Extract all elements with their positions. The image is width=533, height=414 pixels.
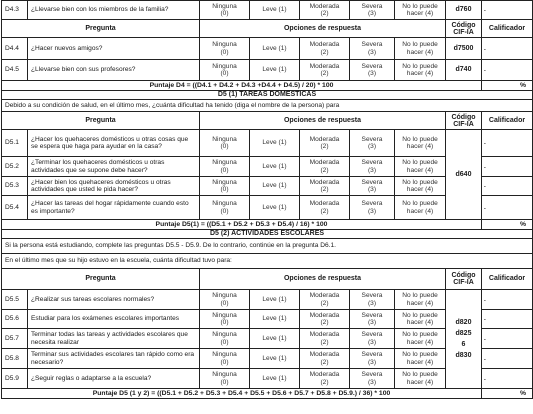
rater-field[interactable]: . <box>482 38 533 60</box>
option-moderate[interactable]: Moderada (2) <box>300 38 350 60</box>
question-text: Terminar todas las tareas y actividades escolares que necesita realizar <box>28 329 200 349</box>
option-none[interactable]: Ninguna (0) <box>200 60 250 81</box>
option-severe[interactable]: Severa (3) <box>350 157 395 177</box>
rater-field[interactable]: . <box>482 130 533 157</box>
option-cannot[interactable]: No lo puede hacer (4) <box>395 130 446 157</box>
header-options: Opciones de respuesta <box>200 269 446 290</box>
table-row <box>2 130 533 157</box>
rater-field[interactable]: . <box>482 157 533 177</box>
cif-codes <box>446 290 482 389</box>
question-text: ¿Realizar sus tareas escolares normales? <box>28 290 200 310</box>
option-cannot[interactable]: No lo puede hacer (4) <box>395 157 446 177</box>
question-text: ¿Llevarse bien con sus profesores? <box>28 60 200 81</box>
question-number: D4.5 <box>2 60 28 81</box>
option-mild[interactable]: Leve (1) <box>250 1 300 20</box>
option-severe[interactable]: Severa (3) <box>350 290 395 310</box>
option-none[interactable]: Ninguna (0) <box>200 369 250 389</box>
option-cannot[interactable]: No lo puede hacer (4) <box>395 329 446 349</box>
option-moderate[interactable]: Moderada (2) <box>300 196 350 220</box>
table-row <box>2 60 533 81</box>
option-cannot[interactable]: No lo puede hacer (4) <box>395 1 446 20</box>
rater-field[interactable]: . <box>482 369 533 389</box>
option-cannot[interactable]: No lo puede hacer (4) <box>395 38 446 60</box>
cif-code: 6 <box>461 341 466 348</box>
option-none[interactable]: Ninguna (0) <box>200 130 250 157</box>
option-severe[interactable]: Severa (3) <box>350 130 395 157</box>
question-number: D5.7 <box>2 329 28 349</box>
question-number: D5.8 <box>2 349 28 369</box>
option-moderate[interactable]: Moderada (2) <box>300 369 350 389</box>
header-code: Código CIF-IA <box>446 112 482 130</box>
section-title: D5 (1) TAREAS DOMESTICAS <box>2 91 533 100</box>
header-question: Pregunta <box>2 269 200 290</box>
section-intro-row <box>2 100 533 112</box>
cif-code: d820 <box>455 319 472 326</box>
questionnaire-table <box>1 0 533 399</box>
score-row <box>2 81 533 91</box>
section-title-row <box>2 91 533 100</box>
option-severe[interactable]: Severa (3) <box>350 177 395 196</box>
option-severe[interactable]: Severa (3) <box>350 1 395 20</box>
option-severe[interactable]: Severa (3) <box>350 196 395 220</box>
header-question: Pregunta <box>2 20 200 38</box>
cif-code: d740 <box>446 60 482 81</box>
option-mild[interactable]: Leve (1) <box>250 60 300 81</box>
rater-field[interactable]: . <box>482 290 533 310</box>
option-mild[interactable]: Leve (1) <box>250 177 300 196</box>
option-cannot[interactable]: No lo puede hacer (4) <box>395 60 446 81</box>
section-intro: Debido a su condición de salud, en el último mes, ¿cuánta dificultad ha tenido (diga el nombre de la persona) para <box>2 100 533 112</box>
score-percent[interactable]: % <box>482 220 533 230</box>
question-number: D5.1 <box>2 130 28 157</box>
option-cannot[interactable]: No lo puede hacer (4) <box>395 349 446 369</box>
option-mild[interactable]: Leve (1) <box>250 130 300 157</box>
header-options: Opciones de respuesta <box>200 20 446 38</box>
question-text: ¿Terminar los quehaceres domésticos u otras actividades que se supone debe hacer? <box>28 157 200 177</box>
option-moderate[interactable]: Moderada (2) <box>300 329 350 349</box>
question-number: D5.6 <box>2 310 28 329</box>
header-rater: Calificador <box>482 269 533 290</box>
option-mild[interactable]: Leve (1) <box>250 157 300 177</box>
rater-field[interactable]: . <box>482 310 533 329</box>
question-text: ¿Hacer bien los quehaceres domésticos u otras actividades que usted le pida hacer? <box>28 177 200 196</box>
question-number: D5.9 <box>2 369 28 389</box>
header-code: Código CIF-IA <box>446 269 482 290</box>
question-number: D5.2 <box>2 157 28 177</box>
score-formula: Puntaje D5(1) = ((D5.1 + D5.2 + D5.3 + D5.4) / 16) * 100 <box>2 220 482 230</box>
score-row <box>2 220 533 230</box>
question-number: D5.3 <box>2 177 28 196</box>
option-none[interactable]: Ninguna (0) <box>200 157 250 177</box>
option-moderate[interactable]: Moderada (2) <box>300 1 350 20</box>
option-none[interactable]: Ninguna (0) <box>200 349 250 369</box>
question-number: D4.4 <box>2 38 28 60</box>
question-text: Terminar sus actividades escolares tan rápido como era necesario? <box>28 349 200 369</box>
section-title: D5 (2) ACTIVIDADES ESCOLARES <box>2 230 533 239</box>
table-header-row <box>2 112 533 130</box>
score-formula: Puntaje D5 (1 y 2) = ((D5.1 + D5.2 + D5.3 + D5.4 + D5.5 + D5.6 + D5.7 + D5.8 + D5.9.) / 36) * 100 <box>2 389 482 399</box>
option-none[interactable]: Ninguna (0) <box>200 1 250 20</box>
header-rater: Calificador <box>482 20 533 38</box>
rater-field[interactable]: . <box>482 329 533 349</box>
option-moderate[interactable]: Moderada (2) <box>300 310 350 329</box>
option-cannot[interactable]: No lo puede hacer (4) <box>395 290 446 310</box>
rater-field[interactable]: . <box>482 196 533 220</box>
option-severe[interactable]: Severa (3) <box>350 60 395 81</box>
option-mild[interactable]: Leve (1) <box>250 310 300 329</box>
option-cannot[interactable]: No lo puede hacer (4) <box>395 177 446 196</box>
table-row <box>2 290 533 310</box>
option-cannot[interactable]: No lo puede hacer (4) <box>395 369 446 389</box>
whodas-form-page <box>1 0 532 399</box>
option-none[interactable]: Ninguna (0) <box>200 38 250 60</box>
rater-field[interactable]: . <box>482 349 533 369</box>
question-text: ¿Hacer nuevos amigos? <box>28 38 200 60</box>
option-mild[interactable]: Leve (1) <box>250 329 300 349</box>
header-options: Opciones de respuesta <box>200 112 446 130</box>
option-moderate[interactable]: Moderada (2) <box>300 130 350 157</box>
option-severe[interactable]: Severa (3) <box>350 349 395 369</box>
option-severe[interactable]: Severa (3) <box>350 329 395 349</box>
question-text: ¿Seguir reglas o adaptarse a la escuela? <box>28 369 200 389</box>
cif-code: d7500 <box>446 38 482 60</box>
section-title-row <box>2 230 533 239</box>
cif-code: d640 <box>446 130 482 220</box>
option-mild[interactable]: Leve (1) <box>250 349 300 369</box>
rater-field[interactable]: . <box>482 1 533 20</box>
cif-code: d830 <box>455 352 472 359</box>
rater-field[interactable]: . <box>482 177 533 196</box>
table-row <box>2 1 533 20</box>
option-moderate[interactable]: Moderada (2) <box>300 60 350 81</box>
option-severe[interactable]: Severa (3) <box>350 369 395 389</box>
section-intro: En el último mes que su hijo estuvo en la escuela, cuánta dificultad tuvo para: <box>2 254 533 269</box>
option-none[interactable]: Ninguna (0) <box>200 196 250 220</box>
option-cannot[interactable]: No lo puede hacer (4) <box>395 196 446 220</box>
cif-code: d760 <box>446 1 482 20</box>
option-severe[interactable]: Severa (3) <box>350 310 395 329</box>
rater-field[interactable]: . <box>482 60 533 81</box>
question-number: D5.5 <box>2 290 28 310</box>
question-text: ¿Llevarse bien con los miembros de la familia? <box>28 1 200 20</box>
section-intro-row <box>2 239 533 254</box>
header-question: Pregunta <box>2 112 200 130</box>
option-mild[interactable]: Leve (1) <box>250 38 300 60</box>
header-rater: Calificador <box>482 112 533 130</box>
option-mild[interactable]: Leve (1) <box>250 369 300 389</box>
option-none[interactable]: Ninguna (0) <box>200 177 250 196</box>
table-header-row <box>2 20 533 38</box>
score-percent[interactable]: % <box>482 389 533 399</box>
option-none[interactable]: Ninguna (0) <box>200 329 250 349</box>
score-percent[interactable]: % <box>482 81 533 91</box>
score-formula: Puntaje D4 = ((D4.1 + D4.2 + D4.3 +D4.4 + D4.5) / 20) * 100 <box>2 81 482 91</box>
option-cannot[interactable]: No lo puede hacer (4) <box>395 310 446 329</box>
table-header-row <box>2 269 533 290</box>
cif-code: d825 <box>455 330 472 337</box>
option-severe[interactable]: Severa (3) <box>350 38 395 60</box>
option-mild[interactable]: Leve (1) <box>250 196 300 220</box>
option-moderate[interactable]: Moderada (2) <box>300 349 350 369</box>
header-code: Código CIF-IA <box>446 20 482 38</box>
option-none[interactable]: Ninguna (0) <box>200 310 250 329</box>
question-text: ¿Hacer los quehaceres domésticos u otras cosas que se espera que haga para ayudar en la casa? <box>28 130 200 157</box>
question-text: ¿Hacer las tareas del hogar rápidamente cuando esto es importante? <box>28 196 200 220</box>
option-moderate[interactable]: Moderada (2) <box>300 177 350 196</box>
option-mild[interactable]: Leve (1) <box>250 290 300 310</box>
option-moderate[interactable]: Moderada (2) <box>300 290 350 310</box>
table-row <box>2 38 533 60</box>
score-row <box>2 389 533 399</box>
question-number: D5.4 <box>2 196 28 220</box>
option-none[interactable]: Ninguna (0) <box>200 290 250 310</box>
option-moderate[interactable]: Moderada (2) <box>300 157 350 177</box>
section-intro-row <box>2 254 533 269</box>
question-text: Estudiar para los exámenes escolares importantes <box>28 310 200 329</box>
section-intro: Si la persona está estudiando, complete las preguntas D5.5 - D5.9. De lo contrario, continúe en la pregunta D6.1. <box>2 239 533 254</box>
question-number: D4.3 <box>2 1 28 20</box>
